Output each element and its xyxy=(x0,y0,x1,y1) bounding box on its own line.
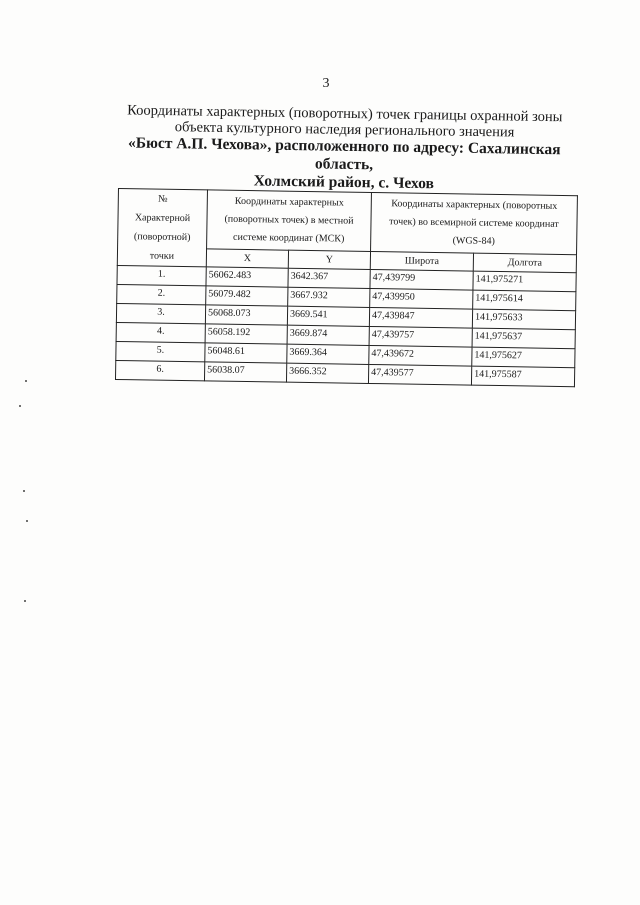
cell-x: 56062.483 xyxy=(206,267,288,287)
document-heading xyxy=(99,102,590,196)
cell-longitude: 141,975587 xyxy=(471,366,574,387)
cell-y: 3666.352 xyxy=(286,363,368,383)
cell-y: 3669.364 xyxy=(287,344,369,364)
cell-x: 56068.073 xyxy=(205,305,287,325)
cell-x: 56079.482 xyxy=(206,286,288,306)
cell-y: 3667.932 xyxy=(288,287,370,307)
header-local-coordinates: Координаты характерных (поворотных точек) в местной системе координат (МСК) xyxy=(207,190,372,252)
coordinates-table xyxy=(115,188,578,387)
header-point-number: № Характерной (поворотной) точки xyxy=(117,189,207,267)
heading-line-3: «Бюст А.П. Чехова», расположенного по адресу: Сахалинская область, xyxy=(127,134,561,174)
cell-point-number: 2. xyxy=(117,284,206,304)
subheader-longitude: Долгота xyxy=(473,253,576,273)
cell-longitude: 141,975637 xyxy=(472,328,575,349)
cell-longitude: 141,975614 xyxy=(473,290,576,311)
heading-line-2: объекта культурного наследия регионального значения xyxy=(174,119,515,141)
cell-latitude: 47,439672 xyxy=(369,345,472,366)
subheader-latitude: Широта xyxy=(370,251,473,271)
scan-speck xyxy=(23,490,25,492)
cell-point-number: 1. xyxy=(117,265,206,285)
subheader-x: X xyxy=(206,249,288,268)
cell-point-number: 6. xyxy=(115,360,204,380)
cell-y: 3642.367 xyxy=(288,268,370,288)
cell-y: 3669.874 xyxy=(287,325,369,345)
cell-latitude: 47,439950 xyxy=(370,288,473,309)
cell-point-number: 5. xyxy=(116,341,205,361)
cell-longitude: 141,975271 xyxy=(473,271,576,292)
cell-x: 56038.07 xyxy=(204,362,286,382)
cell-point-number: 4. xyxy=(116,322,205,342)
subheader-y: Y xyxy=(288,250,370,269)
cell-latitude: 47,439577 xyxy=(368,364,471,385)
page-number: 3 xyxy=(322,76,330,91)
table-header-row xyxy=(118,189,578,255)
scan-speck xyxy=(24,600,26,602)
cell-latitude: 47,439757 xyxy=(369,326,472,347)
scan-speck xyxy=(26,520,28,522)
heading-line-1: Координаты характерных (поворотных) точек границы охранной зоны xyxy=(127,102,563,126)
coordinates-table-wrapper xyxy=(115,188,578,387)
cell-x: 56048.61 xyxy=(205,343,287,363)
cell-longitude: 141,975627 xyxy=(472,347,575,368)
cell-point-number: 3. xyxy=(116,303,205,323)
cell-y: 3669.541 xyxy=(287,306,369,326)
cell-x: 56058.192 xyxy=(205,324,287,344)
scan-speck xyxy=(19,405,21,407)
cell-latitude: 47,439799 xyxy=(370,269,473,290)
scan-speck xyxy=(25,380,27,382)
header-wgs-coordinates: Координаты характерных (поворотных точек) во всемирной системе координат (WGS-84) xyxy=(371,192,578,254)
cell-longitude: 141,975633 xyxy=(472,309,575,330)
heading-line-4: Холмский район, с. Чехов xyxy=(253,172,435,193)
cell-latitude: 47,439847 xyxy=(369,307,472,328)
